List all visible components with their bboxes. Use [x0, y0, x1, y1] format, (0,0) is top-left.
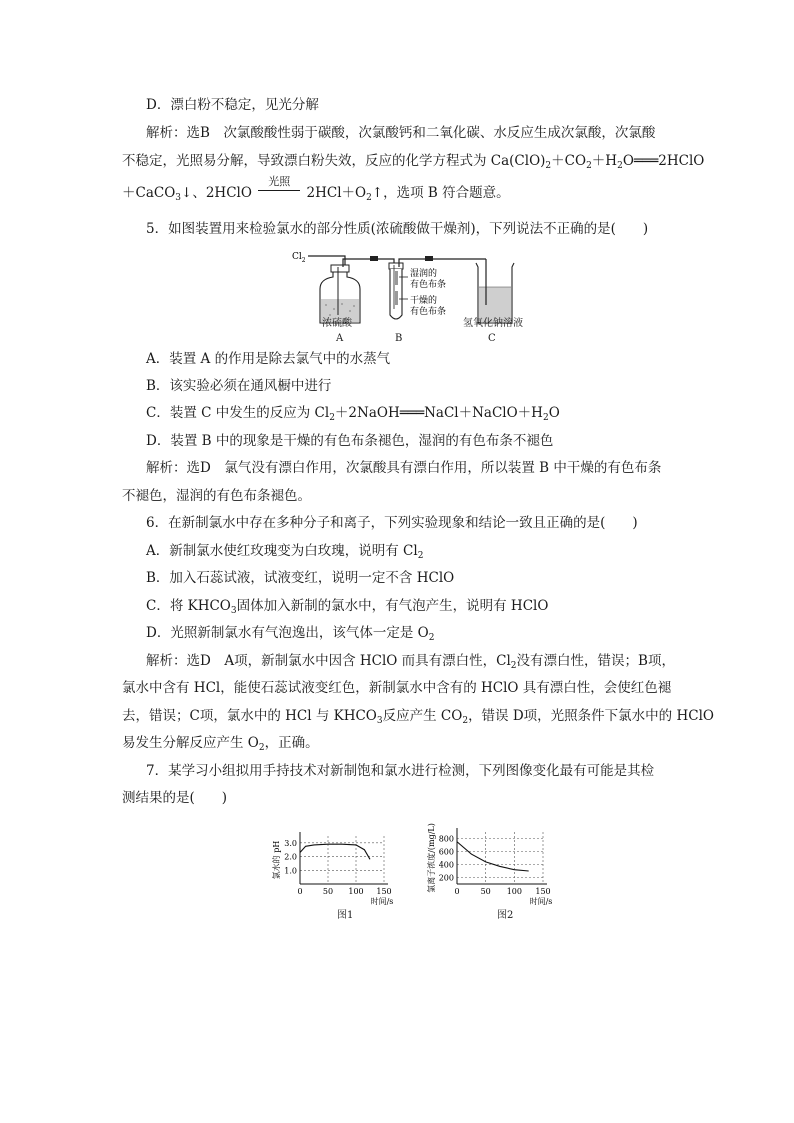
q4-analysis-line-2: 不稳定，光照易分解，导致漂白粉失效，反应的化学方程式为 $Ca(ClO)_2+CO_2+H_2O═══2HClO$	[122, 153, 705, 171]
q6-analysis-line-3: 去，错误；C项，氯水中的 HCl 与 $KHCO_3$反应产生 $CO_2$，错误 D项，光照条件下氯水中的 HClO	[122, 708, 714, 726]
q5-option-d: D．装置 B 中的现象是干燥的有色布条褪色，湿润的有色布条不褪色	[146, 433, 554, 449]
x-tick-label: 100	[506, 887, 522, 896]
svg-text:Cl2: $Cl_2$	[292, 252, 306, 264]
q5-option-c: C．装置 C 中发生的反应为 $Cl_2+2NaOH═══NaCl+NaClO+H_2O$	[146, 405, 560, 423]
beaker-c-name: 氢氧化钠溶液	[463, 318, 523, 329]
beaker-c	[476, 259, 514, 323]
series-line	[457, 842, 529, 871]
wet-strip-label-2: 有色布条	[410, 280, 447, 290]
q4-option-d: D．漂白粉不稳定，见光分解	[146, 97, 319, 113]
y-tick-label: 2.0	[284, 852, 297, 862]
dry-strip-label-2: 有色布条	[410, 307, 447, 317]
q5-stem: 5．如图装置用来检验氯水的部分性质(浓硫酸做干燥剂)，下列说法不正确的是( )	[146, 221, 649, 237]
bottle-a-name: 浓硫酸	[322, 318, 352, 329]
q5-option-a: A．装置 A 的作用是除去氯气中的水蒸气	[146, 351, 391, 367]
cl2-label: Cl	[292, 252, 302, 262]
y-tick-label: 400	[438, 860, 454, 870]
y-tick-label: 3.0	[284, 838, 297, 848]
q6-option-c: C．将 $KHCO_3$固体加入新制的氯水中，有气泡产生，说明有 HClO	[146, 598, 549, 616]
q6-option-a: A．新制氯水使红玫瑰变为白玫瑰，说明有 $Cl_2$	[146, 543, 424, 561]
chart-title-1: 图1	[337, 910, 354, 921]
y-tick-label: 600	[438, 847, 454, 857]
q6-analysis-line-2: 氯水中含有 HCl，能使石蕊试液变红色，新制氯水中含有的 HClO 具有漂白性，会使红色褪	[122, 680, 672, 696]
x-tick-label: 0	[454, 887, 460, 896]
reaction-condition: 光照	[256, 184, 302, 202]
y-axis-label: 氯水的 pH	[272, 840, 281, 880]
y-tick-label: 1.0	[284, 866, 297, 876]
label-b: B	[395, 333, 403, 344]
x-tick-label: 0	[297, 887, 303, 896]
q7-stem-line-1: 7．某学习小组拟用手持技术对新制饱和氯水进行检测，下列图像变化最有可能是其检	[146, 763, 655, 779]
x-tick-label: 150	[376, 887, 392, 896]
bottle-a	[320, 259, 382, 323]
wet-strip-label-1: 湿润的	[410, 269, 438, 279]
q5-analysis-line-2: 不褪色，湿润的有色布条褪色。	[122, 488, 311, 504]
q4-analysis-line-3: ＋CaCO$_3$↓、2HClO 光照 $2HCl+O_2↑$，选项 B 符合题意。	[122, 175, 510, 203]
q6-analysis-line-1: 解析：选D A项，新制氯水中因含 HClO 而具有漂白性，$Cl_2$没有漂白性，错误；B项，	[146, 653, 675, 671]
q6-analysis-line-4: 易发生分解反应产生 $O_2$，正确。	[122, 735, 319, 753]
q7-stem-line-2: 测结果的是( )	[122, 790, 228, 806]
y-axis-label: 氯离子浓度/(mg/L)	[427, 823, 436, 893]
x-tick-label: 50	[322, 887, 334, 896]
series-line	[300, 844, 370, 859]
label-a: A	[336, 333, 344, 344]
x-tick-label: 150	[535, 887, 551, 896]
x-tick-label: 100	[348, 887, 364, 896]
q6-option-b: B．加入石蕊试液，试液变红，说明一定不含 HClO	[146, 570, 455, 586]
q6-stem: 6．在新制氯水中存在多种分子和离子，下列实验现象和结论一致且正确的是( )	[146, 515, 638, 531]
chart-chloride	[425, 818, 560, 923]
x-tick-label: 50	[480, 887, 491, 896]
q5-option-b: B．该实验必须在通风橱中进行	[146, 378, 332, 394]
x-axis-label: 时间/s	[370, 897, 394, 906]
label-c: C	[488, 333, 496, 344]
chart-ph	[270, 828, 400, 923]
q5-analysis-line-1: 解析：选D 氯气没有漂白作用，次氯酸具有漂白作用，所以装置 B 中干燥的有色布条	[146, 460, 662, 476]
y-tick-label: 800	[438, 834, 454, 844]
q6-option-d: D．光照新制氯水有气泡逸出，该气体一定是 $O_2$	[146, 625, 435, 643]
q4-analysis-line-1: 解析：选B 次氯酸酸性弱于碳酸，次氯酸钙和二氧化碳、水反应生成次氯酸，次氯酸	[146, 125, 656, 141]
chart-title-2: 图2	[497, 910, 514, 921]
x-axis-label: 时间/s	[529, 897, 553, 906]
dry-strip-label-1: 干燥的	[410, 296, 438, 306]
y-tick-label: 200	[438, 873, 454, 883]
